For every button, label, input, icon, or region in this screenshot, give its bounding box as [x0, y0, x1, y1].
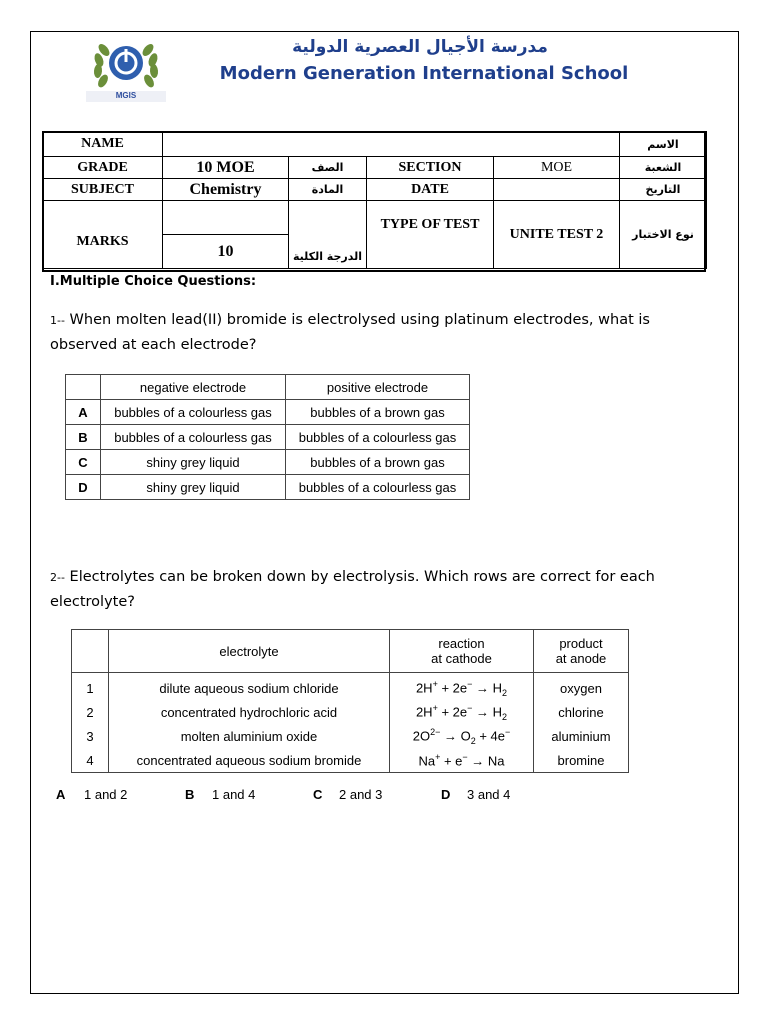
question-1-table [65, 374, 470, 500]
option-d-letter[interactable]: D [441, 787, 451, 802]
q2-reaction-cell: Na+ + e− → Na [390, 749, 534, 773]
question-2-table [71, 629, 629, 773]
grade-value: 10 MOE [163, 157, 289, 179]
total-marks-label-arabic: الدرجة الكلية [289, 201, 367, 269]
q2-product-cell: aluminium [534, 725, 629, 749]
name-label: NAME [43, 132, 163, 157]
section-value: MOE [494, 157, 620, 179]
q1-option-key: C [66, 450, 101, 475]
question-2 [50, 565, 690, 614]
subject-label: SUBJECT [43, 179, 163, 201]
q2-header-reaction [390, 630, 534, 673]
marks-total-value: 10 [163, 235, 289, 269]
q2-row-number: 4 [72, 749, 109, 773]
school-name-arabic: مدرسة الأجيال العصرية الدولية [292, 37, 548, 57]
q1-negative-cell: shiny grey liquid [101, 450, 286, 475]
option-c-letter[interactable]: C [313, 787, 323, 802]
q2-electrolyte-cell: molten aluminium oxide [109, 725, 390, 749]
test-type-label: TYPE OF TEST [367, 201, 494, 269]
q2-electrolyte-cell: concentrated aqueous sodium bromide [109, 749, 390, 773]
test-type-value: UNITE TEST 2 [494, 201, 620, 269]
marks-obtained-field[interactable] [163, 201, 289, 235]
q1-positive-cell: bubbles of a colourless gas [286, 475, 470, 500]
q1-option-key: D [66, 475, 101, 500]
date-field[interactable] [494, 179, 620, 201]
q2-product-cell: chlorine [534, 701, 629, 725]
subject-value: Chemistry [163, 179, 289, 201]
q1-negative-cell: shiny grey liquid [101, 475, 286, 500]
marks-label: MARKS [43, 201, 163, 269]
q2-header-product [534, 630, 629, 673]
grade-label-arabic: الصف [289, 157, 367, 179]
q1-option-key: B [66, 425, 101, 450]
q2-product-cell: bromine [534, 749, 629, 773]
question-2-number: 2-- [50, 571, 65, 584]
question-2-text: Electrolytes can be broken down by electrolysis. Which rows are correct for each electrolyte? [50, 569, 655, 610]
q2-row-number: 1 [72, 673, 109, 701]
table-row[interactable] [72, 749, 629, 773]
name-label-arabic: الاسم [620, 132, 707, 157]
q1-positive-cell: bubbles of a brown gas [286, 400, 470, 425]
q2-header-electrolyte: electrolyte [109, 630, 390, 673]
table-row[interactable] [66, 450, 470, 475]
section-heading: I.Multiple Choice Questions: [50, 274, 257, 289]
table-row[interactable] [72, 725, 629, 749]
question-1-number: 1-- [50, 314, 65, 327]
subject-label-arabic: المادة [289, 179, 367, 201]
q1-negative-cell: bubbles of a colourless gas [101, 400, 286, 425]
logo-caption: MGIS [115, 91, 137, 100]
table-row[interactable] [66, 425, 470, 450]
q1-header-negative: negative electrode [101, 375, 286, 400]
table-row[interactable] [72, 701, 629, 725]
q2-header-reaction-line2: at cathode [431, 651, 492, 666]
q1-header-positive: positive electrode [286, 375, 470, 400]
name-field[interactable] [163, 132, 620, 157]
question-1-text: When molten lead(II) bromide is electrolysed using platinum electrodes, what is observed at each electrode? [50, 312, 650, 353]
q1-negative-cell: bubbles of a colourless gas [101, 425, 286, 450]
date-label-arabic: التاريخ [620, 179, 707, 201]
q2-header-reaction-line1: reaction [438, 636, 485, 651]
q2-product-cell: oxygen [534, 673, 629, 701]
student-info-table [42, 131, 707, 269]
grade-label: GRADE [43, 157, 163, 179]
option-d-text[interactable]: 3 and 4 [467, 787, 511, 802]
section-label-arabic: الشعبة [620, 157, 707, 179]
option-a-text[interactable]: 1 and 2 [84, 787, 128, 802]
q2-row-number: 2 [72, 701, 109, 725]
section-label: SECTION [367, 157, 494, 179]
q2-reaction-cell: $2H^+ + 2e^- \to H_2$ [390, 673, 534, 701]
table-row[interactable] [72, 673, 629, 701]
q2-header-product-line1: product [559, 636, 603, 651]
test-type-label-arabic: نوع الاختبار [620, 201, 707, 269]
q2-reaction-cell: $2H^+ + 2e^- \to H_2$ [390, 701, 534, 725]
school-name-english: Modern Generation International School [219, 63, 629, 84]
table-row[interactable] [66, 475, 470, 500]
option-c-text[interactable]: 2 and 3 [339, 787, 383, 802]
q2-header-blank [72, 630, 109, 673]
q2-header-product-line2: at anode [555, 651, 607, 666]
q2-reaction-cell: $2O^{2-} \to O_2 + 4e^-$ [390, 725, 534, 749]
q2-row-number: 3 [72, 725, 109, 749]
option-b-letter[interactable]: B [185, 787, 195, 802]
q2-electrolyte-cell: dilute aqueous sodium chloride [109, 673, 390, 701]
date-label: DATE [367, 179, 494, 201]
q1-option-key: A [66, 400, 101, 425]
q1-positive-cell: bubbles of a colourless gas [286, 425, 470, 450]
option-a-letter[interactable]: A [56, 787, 66, 802]
q1-positive-cell: bubbles of a brown gas [286, 450, 470, 475]
table-row[interactable] [66, 400, 470, 425]
q2-electrolyte-cell: concentrated hydrochloric acid [109, 701, 390, 725]
q1-header-blank [66, 375, 101, 400]
option-b-text[interactable]: 1 and 4 [212, 787, 256, 802]
question-1 [50, 308, 690, 357]
